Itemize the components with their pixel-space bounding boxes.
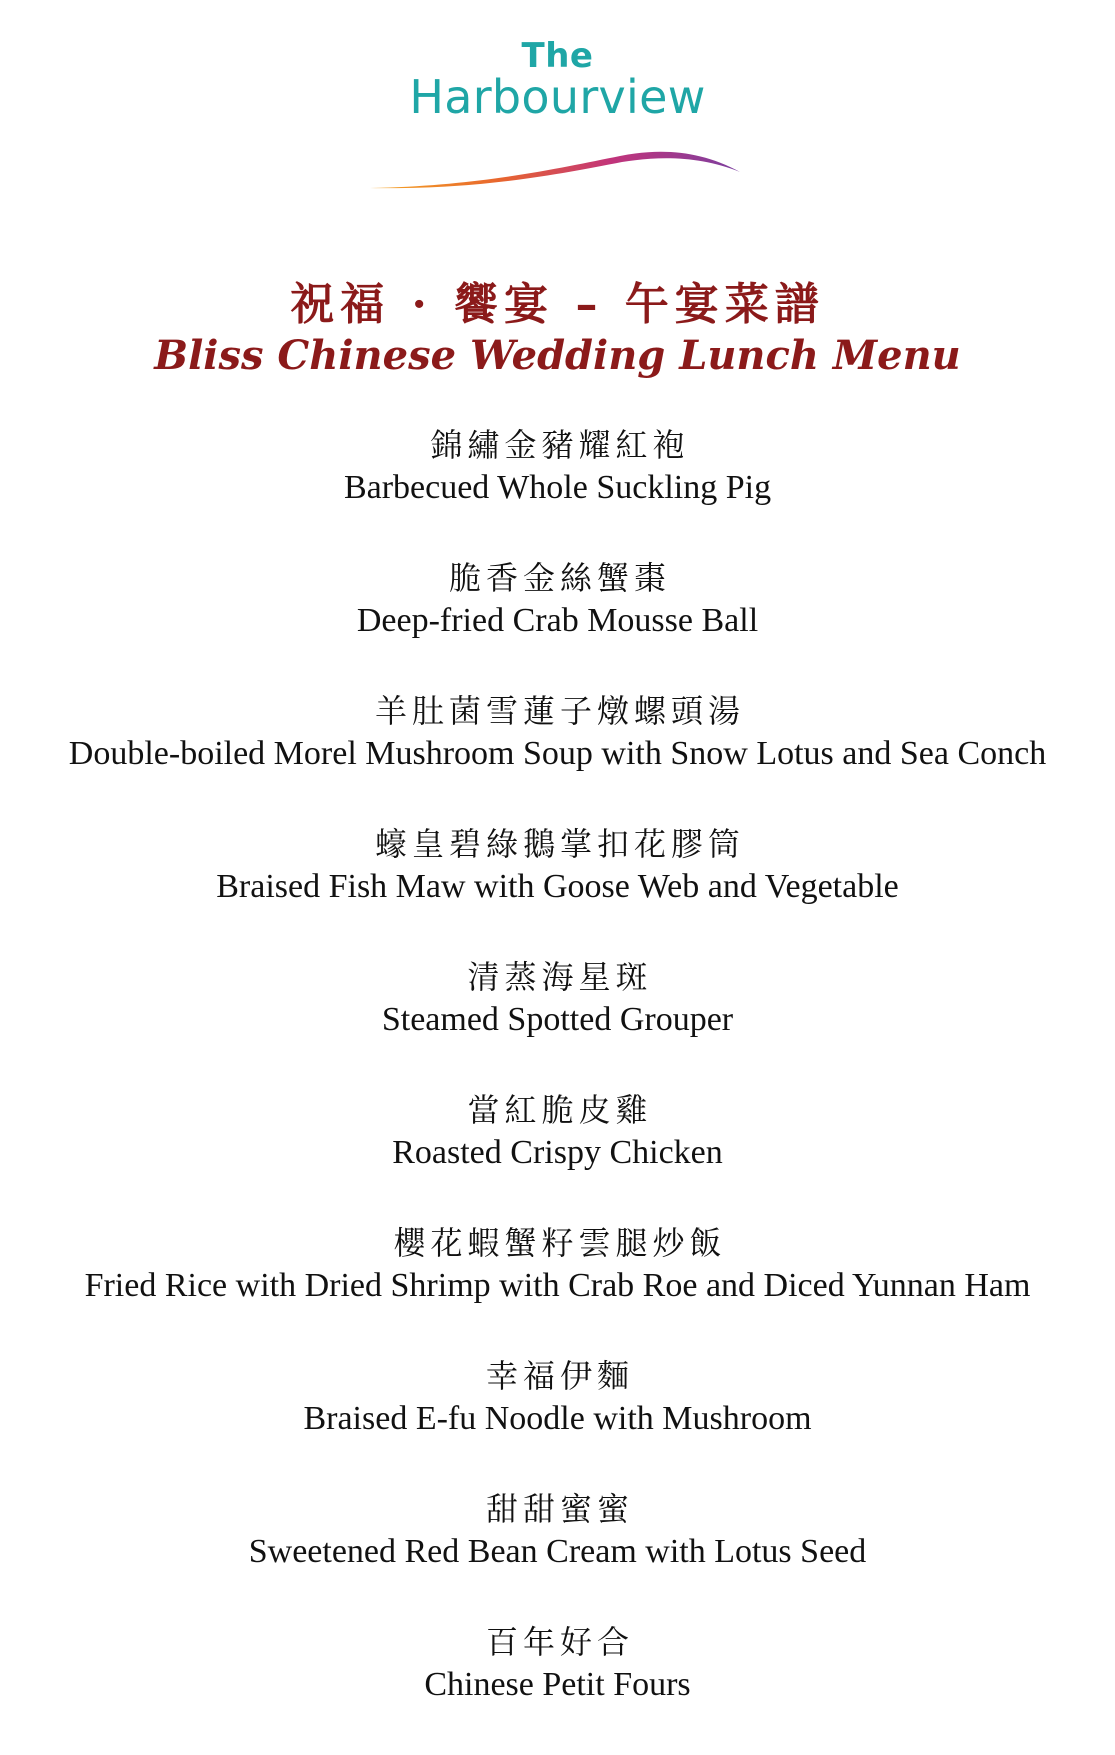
menu-item: [0, 424, 1115, 557]
logo-text-the: The: [521, 36, 594, 76]
logo-swoosh-icon: [360, 138, 760, 198]
menu-item: [0, 1488, 1115, 1621]
dish-name-english: Sweetened Red Bean Cream with Lotus Seed: [248, 1533, 867, 1570]
dish-name-chinese: 甜甜蜜蜜: [485, 1490, 634, 1528]
dish-name-chinese: 幸福伊麵: [485, 1357, 634, 1395]
menu-title-chinese: 祝福 · 饗宴 – 午宴菜譜: [290, 279, 825, 330]
menu-item: [0, 956, 1115, 1089]
dish-name-chinese: 櫻花蝦蟹籽雲腿炒飯: [393, 1224, 727, 1262]
dish-name-english: Braised E-fu Noodle with Mushroom: [303, 1400, 812, 1437]
dish-name-english: Braised Fish Maw with Goose Web and Vegetable: [216, 868, 899, 905]
harbourview-logo: [0, 30, 1115, 200]
dish-name-english: Steamed Spotted Grouper: [381, 1001, 734, 1038]
dish-name-chinese: 當紅脆皮雞: [467, 1091, 653, 1129]
menu-item: [0, 823, 1115, 956]
dish-name-english: Double-boiled Morel Mushroom Soup with Snow Lotus and Sea Conch: [68, 735, 1047, 772]
menu-item: [0, 557, 1115, 690]
menu-item: [0, 1222, 1115, 1355]
menu-item: [0, 1355, 1115, 1488]
menu-title-english: Bliss Chinese Wedding Lunch Menu: [154, 332, 961, 379]
logo-text-harbourview: Harbourview: [409, 70, 706, 124]
menu-list: [0, 424, 1115, 1754]
menu-item: [0, 1621, 1115, 1754]
dish-name-chinese: 錦繡金豬耀紅袍: [430, 426, 690, 464]
dish-name-chinese: 清蒸海星斑: [467, 958, 653, 996]
dish-name-chinese: 蠔皇碧綠鵝掌扣花膠筒: [374, 825, 745, 863]
dish-name-english: Roasted Crispy Chicken: [392, 1134, 723, 1171]
dish-name-english: Chinese Petit Fours: [424, 1666, 691, 1703]
dish-name-english: Fried Rice with Dried Shrimp with Crab Roe and Diced Yunnan Ham: [84, 1267, 1031, 1304]
dish-name-english: Barbecued Whole Suckling Pig: [343, 469, 772, 506]
dish-name-english: Deep-fried Crab Mousse Ball: [356, 602, 759, 639]
dish-name-chinese: 羊肚菌雪蓮子燉螺頭湯: [374, 692, 745, 730]
dish-name-chinese: 脆香金絲蟹棗: [448, 559, 671, 597]
menu-item: [0, 1089, 1115, 1222]
dish-name-chinese: 百年好合: [485, 1623, 634, 1661]
menu-item: [0, 690, 1115, 823]
